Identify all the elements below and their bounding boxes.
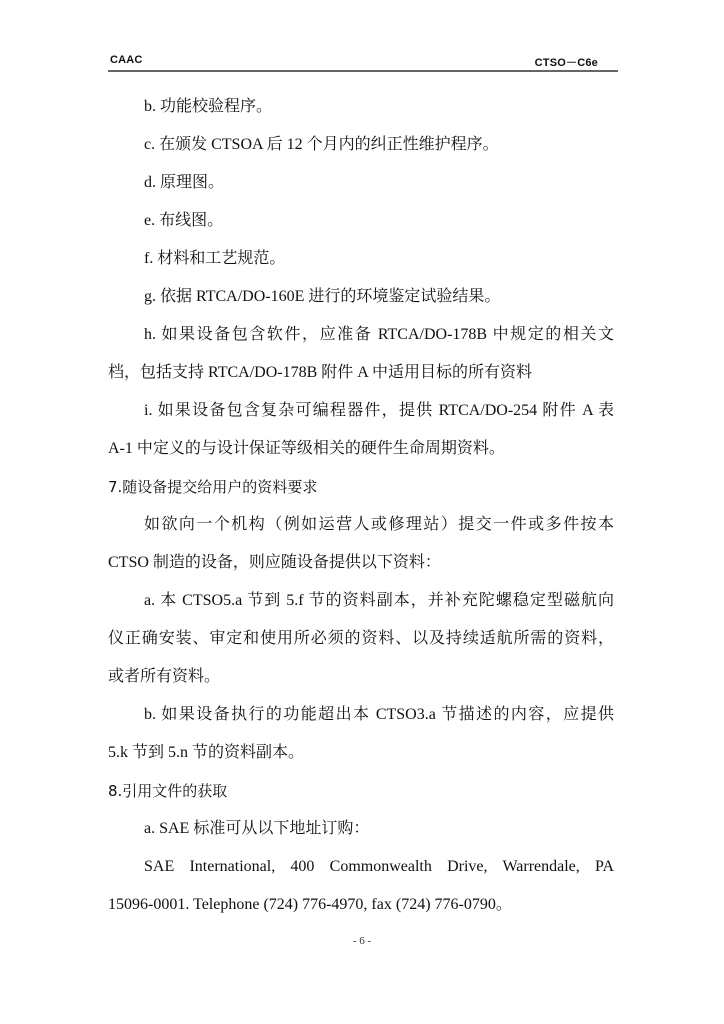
document-body	[108, 92, 614, 928]
text-line: 仪正确安装、审定和使用所必须的资料、以及持续适航所需的资料，	[108, 630, 614, 647]
section-heading: 8.引用文件的获取	[108, 782, 228, 800]
page-header	[108, 54, 618, 70]
text-line: b. 如果设备执行的功能超出本 CTSO3.a 节描述的内容，应提供	[144, 706, 614, 723]
text-line: 5.k 节到 5.n 节的资料副本。	[108, 744, 305, 761]
text-line: 或者所有资料。	[108, 668, 221, 685]
text-line: a. SAE 标准可从以下地址订购：	[144, 820, 370, 837]
text-line: f. 材料和工艺规范。	[144, 250, 286, 267]
text-line: c. 在颁发 CTSOA 后 12 个月内的纠正性维护程序。	[144, 136, 499, 153]
text-line: A-1 中定义的与设计保证等级相关的硬件生命周期资料。	[108, 440, 505, 457]
text-line: i. 如果设备包含复杂可编程器件，提供 RTCA/DO-254 附件 A 表	[144, 402, 614, 419]
text-line: a. 本 CTSO5.a 节到 5.f 节的资料副本，并补充陀螺稳定型磁航向	[144, 592, 614, 609]
section-heading: 7.随设备提交给用户的资料要求	[108, 478, 318, 496]
page-number: - 6 -	[352, 935, 372, 947]
text-line: g. 依据 RTCA/DO-160E 进行的环境鉴定试验结果。	[144, 288, 501, 305]
text-line: b. 功能校验程序。	[144, 98, 273, 115]
header-doc-id: CTSO－C6e	[534, 57, 598, 69]
text-line: SAE International, 400 Commonwealth Drive, Warrendale, PA	[144, 858, 614, 875]
text-line: e. 布线图。	[144, 212, 224, 229]
text-line: CTSO 制造的设备，则应随设备提供以下资料：	[108, 554, 441, 571]
header-org: CAAC	[110, 54, 143, 66]
text-line: 档，包括支持 RTCA/DO-178B 附件 A 中适用目标的所有资料	[108, 364, 532, 381]
text-line: d. 原理图。	[144, 174, 225, 191]
text-line: 15096-0001. Telephone (724) 776-4970, fax (724) 776-0790。	[108, 896, 512, 913]
text-line: 如欲向一个机构（例如运营人或修理站）提交一件或多件按本	[144, 516, 614, 533]
header-divider	[108, 70, 618, 72]
text-line: h. 如果设备包含软件，应准备 RTCA/DO-178B 中规定的相关文	[144, 326, 614, 343]
